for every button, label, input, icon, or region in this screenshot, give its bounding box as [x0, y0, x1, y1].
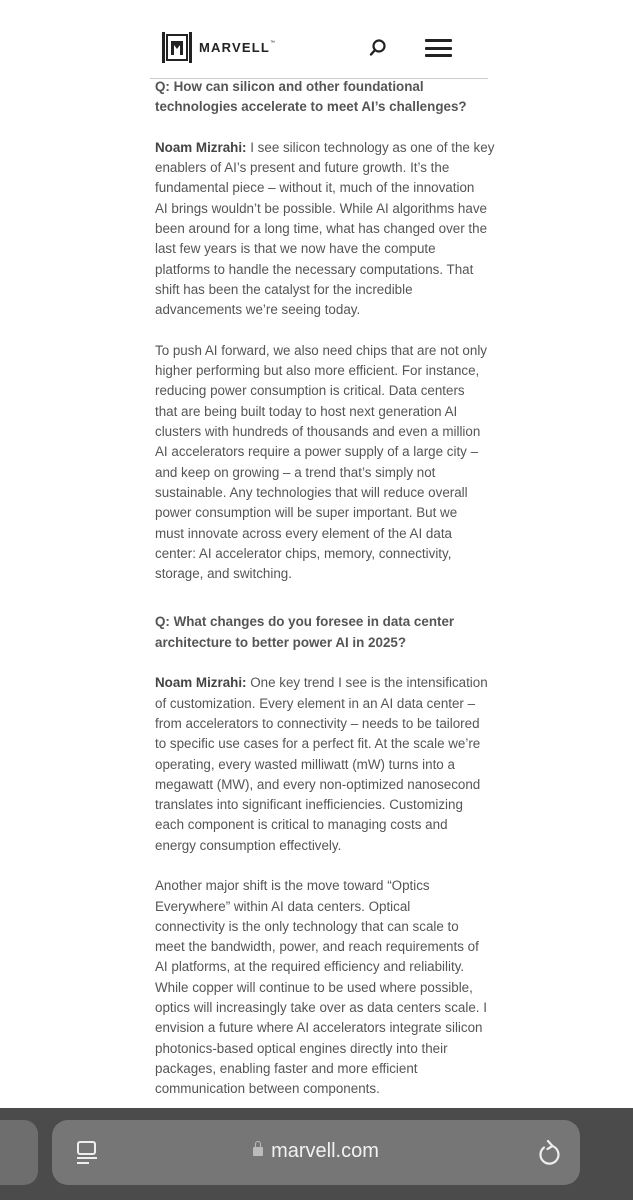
- text-line: last few years is that we now have the compute: [155, 241, 436, 257]
- text-line: Q: What changes do you foresee in data center: [155, 614, 455, 630]
- text-line: each component is critical to managing costs and: [155, 817, 448, 833]
- text-line: to specific use cases for a perfect fit. At the scale we’re: [155, 736, 481, 752]
- speaker-name: Noam Mizrahi:: [155, 139, 247, 155]
- text-line: of customization. Every element in an AI data center –: [155, 695, 476, 711]
- text-line: [155, 673, 488, 693]
- text-line: To push AI forward, we also need chips that are not only: [155, 342, 487, 358]
- text-line: Another major shift is the move toward “Optics: [155, 878, 430, 894]
- text-line: megawatt (MW), and every non-optimized nanosecond: [155, 776, 481, 792]
- text-line: AI brings wouldn’t be possible. While AI algorithms have: [155, 200, 487, 216]
- text-line: advancements we’re seeing today.: [155, 302, 361, 318]
- text-line: reducing power consumption is critical. Data centers: [155, 383, 465, 399]
- text-line: Q: How can silicon and other foundational: [155, 79, 424, 94]
- marvell-logo[interactable]: [161, 32, 275, 63]
- text-line: technologies accelerate to meet AI’s challenges?: [155, 99, 467, 115]
- search-icon[interactable]: [368, 38, 388, 58]
- text-line: must innovate across every element of the AI data: [155, 525, 452, 541]
- text-line: power consumption will be super important. But we: [155, 505, 458, 521]
- text-line: AI platforms, at the required efficiency and reliability.: [155, 959, 465, 975]
- article-body: [155, 77, 495, 1120]
- text-line: fundamental piece – without it, much of the innovation: [155, 180, 475, 196]
- text-line: storage, and switching.: [155, 566, 292, 582]
- answer-2: [155, 673, 488, 856]
- text-line: operating, every wasted milliwatt (mW) turns into a: [155, 756, 455, 772]
- text-line: AI accelerators require a power supply of a large city –: [155, 444, 479, 460]
- previous-tab-button[interactable]: [0, 1120, 38, 1185]
- speaker-name: Noam Mizrahi:: [155, 675, 247, 691]
- text-line: While copper will continue to be used where possible,: [155, 979, 473, 995]
- text-line: from accelerators to connectivity – needs to be tailored: [155, 715, 480, 731]
- text-line: optics will increasingly take over as data centers scale. I: [155, 1000, 487, 1016]
- url-text: marvell.com: [271, 1140, 379, 1162]
- text-line: platforms to handle the necessary computations. That: [155, 261, 474, 277]
- text-line: higher performing but also more efficient. For instance,: [155, 363, 480, 379]
- question-2: [155, 612, 485, 653]
- text-line: that are being built today to host next generation AI: [155, 403, 458, 419]
- text-line: communication between components.: [155, 1081, 380, 1097]
- text-line: photonics-based optical engines directly into their: [155, 1040, 448, 1056]
- text-line: architecture to better power AI in 2025?: [155, 634, 407, 650]
- answer-text: I see silicon technology as one of the key: [246, 139, 495, 155]
- text-line: center: AI accelerator chips, memory, connectivity,: [155, 545, 452, 561]
- paragraph-2: [155, 341, 485, 585]
- text-line: envision a future where AI accelerators integrate silicon: [155, 1020, 483, 1036]
- lock-icon: [253, 1147, 263, 1156]
- text-line: and keep on growing – a trend that’s simply not: [155, 464, 436, 480]
- marvell-logo-icon: [161, 32, 193, 63]
- question-1: [155, 77, 485, 118]
- reload-icon[interactable]: [536, 1139, 562, 1167]
- text-line: packages, enabling faster and more efficient: [155, 1060, 418, 1076]
- text-line: energy consumption effectively.: [155, 837, 342, 853]
- trademark: ™: [270, 40, 275, 46]
- text-line: connectivity is the only technology that can scale to: [155, 918, 459, 934]
- text-line: shift has been the catalyst for the incredible: [155, 281, 413, 297]
- text-line: translates into significant inefficiencies. Customizing: [155, 797, 463, 813]
- text-line: clusters with hundreds of thousands and even a million: [155, 424, 481, 440]
- brand-name: MARVELL: [199, 40, 270, 55]
- text-line: Everywhere” within AI data centers. Optical: [155, 898, 411, 914]
- browser-toolbar: [0, 1108, 633, 1200]
- answer-1: [155, 138, 495, 321]
- text-line: been around for a long time, what has changed over the: [155, 221, 488, 237]
- hamburger-menu-icon[interactable]: [425, 39, 452, 57]
- address-bar[interactable]: [52, 1120, 580, 1185]
- text-line: [155, 138, 495, 158]
- text-line: enablers of AI’s present and future growth. It’s the: [155, 160, 450, 176]
- site-header: [0, 0, 633, 80]
- paragraph-4: [155, 876, 485, 1099]
- text-line: sustainable. Any technologies that will reduce overall: [155, 484, 468, 500]
- text-line: meet the bandwidth, power, and reach requirements of: [155, 939, 479, 955]
- answer-text: One key trend I see is the intensification: [246, 675, 488, 691]
